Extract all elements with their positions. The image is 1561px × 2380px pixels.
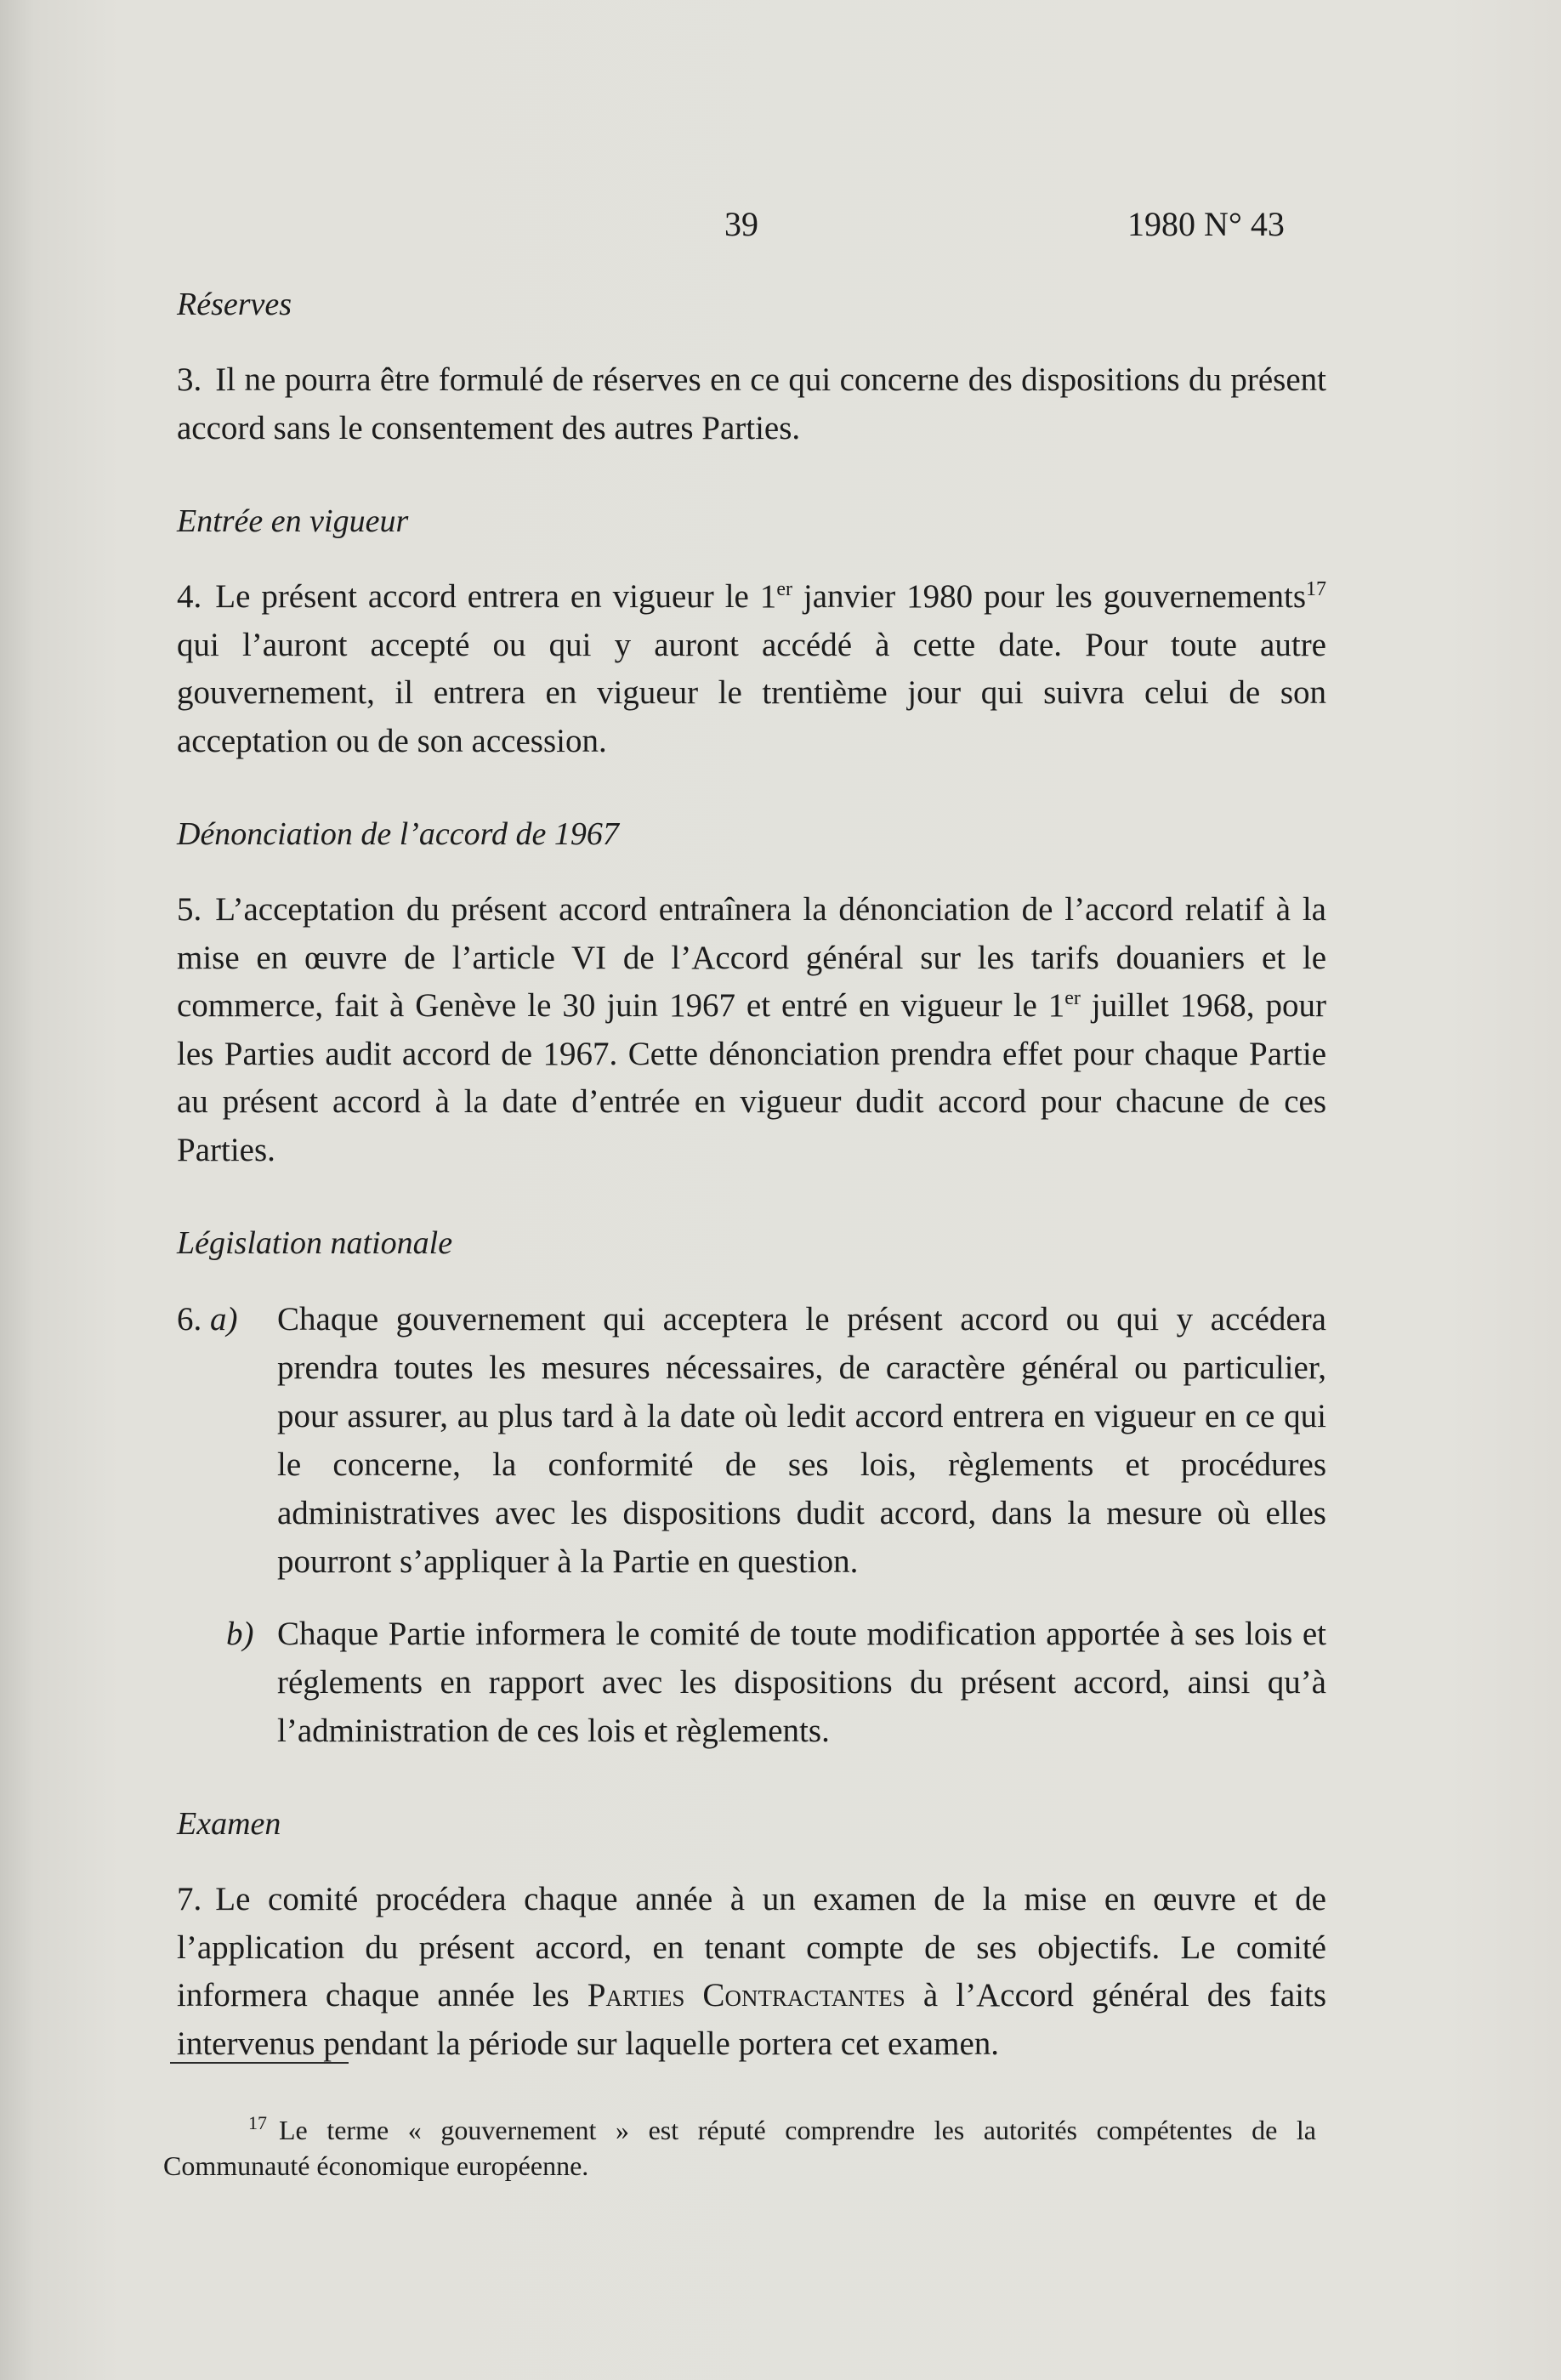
- document-reference: 1980 N° 43: [1127, 205, 1285, 243]
- article-text-part: juillet 1968, pour les Parties audit accord de 1967. Cette dénonciation prendra effet pour chaque Partie au présent accord à la date d’entrée en vigueur dudit accord pour chacune de ces Parties.: [177, 987, 1326, 1168]
- article-3: [177, 356, 1326, 452]
- section-title-entree-en-vigueur: Entrée en vigueur: [177, 503, 409, 539]
- article-text-part: Le présent accord entrera en vigueur le 1: [215, 578, 777, 615]
- article-6-b: [177, 1610, 1326, 1755]
- subparagraph-text: Chaque gouvernement qui acceptera le présent accord ou qui y accédera prendra toutes les mesures nécessaires, de caractère général ou particulier, pour assurer, au plus tard à la date où ledit accord entrera en vigueur en ce qui le concerne, la conformité de ses lois, règlements et procédures administratives avec les dispositions dudit accord, dans la mesure où elles pourront s’appliquer à la Partie en question.: [277, 1301, 1326, 1580]
- superscript: er: [776, 578, 792, 600]
- small-caps-term: Parties Contractantes: [587, 1977, 905, 2014]
- article-number: 5.: [177, 891, 202, 928]
- subparagraph-letter: a): [210, 1301, 238, 1338]
- article-text: Il ne pourra être formulé de réserves en ce qui concerne des dispositions du présent accord sans le consentement des autres Parties.: [177, 361, 1326, 446]
- article-5: [177, 886, 1326, 1174]
- article-number: 3.: [177, 361, 202, 398]
- article-text-part: qui l’auront accepté ou qui y auront accédé à cette date. Pour toute autre gouvernement, il entrera en vigueur le trentième jour qui suivra celui de son acceptation ou de son accession.: [177, 626, 1326, 759]
- article-number: 4.: [177, 578, 202, 615]
- footnote-number: 17: [248, 2112, 267, 2133]
- superscript: er: [1064, 987, 1081, 1009]
- article-number: 7.: [177, 1881, 202, 1917]
- article-4: [177, 573, 1326, 765]
- article-6-a: [177, 1295, 1326, 1586]
- subparagraph-text: Chaque Partie informera le comité de toute modification apportée à ses lois et réglements en rapport avec les dispositions du présent accord, ainsi qu’à l’administration de ces lois et règlements.: [277, 1616, 1326, 1749]
- article-number: 6.: [177, 1301, 202, 1338]
- article-text-part: L’acceptation du présent accord entraînera la dénonciation de l’accord relatif à la mise en œuvre de l’article VI de l’Accord général sur les tarifs douaniers et le commerce, fait à Genève le 30 juin 1967 et entré en vigueur le 1: [177, 891, 1326, 1024]
- page-number: 39: [724, 205, 758, 243]
- footnote-text: Le terme « gouvernement » est réputé comprendre les autorités compétentes de la Communauté économique européenne.: [163, 2115, 1316, 2181]
- article-7: [177, 1876, 1326, 2068]
- section-title-examen: Examen: [177, 1806, 281, 1842]
- subparagraph-label: [177, 1295, 238, 1343]
- section-title-legislation-nationale: Législation nationale: [177, 1225, 453, 1261]
- article-text-part: Le comité procédera chaque année à un examen de la mise en œuvre et de l’application du présent accord, en tenant compte de ses objectifs. Le comité informera chaque année les: [177, 1881, 1326, 2014]
- running-head: [0, 204, 1561, 255]
- subparagraph-letter: b): [226, 1616, 254, 1652]
- footnote: [163, 2112, 1316, 2184]
- article-text-part: janvier 1980 pour les gouvernements: [792, 578, 1307, 615]
- article-text-part: à l’Accord général des faits intervenus pendant la période sur laquelle portera cet examen.: [177, 1977, 1327, 2062]
- section-title-reserves: Réserves: [177, 287, 292, 322]
- footnote-divider: [170, 2062, 349, 2064]
- section-title-denonciation: Dénonciation de l’accord de 1967: [177, 816, 619, 852]
- main-text: [177, 285, 1326, 2117]
- footnote-reference: 17: [1306, 578, 1327, 600]
